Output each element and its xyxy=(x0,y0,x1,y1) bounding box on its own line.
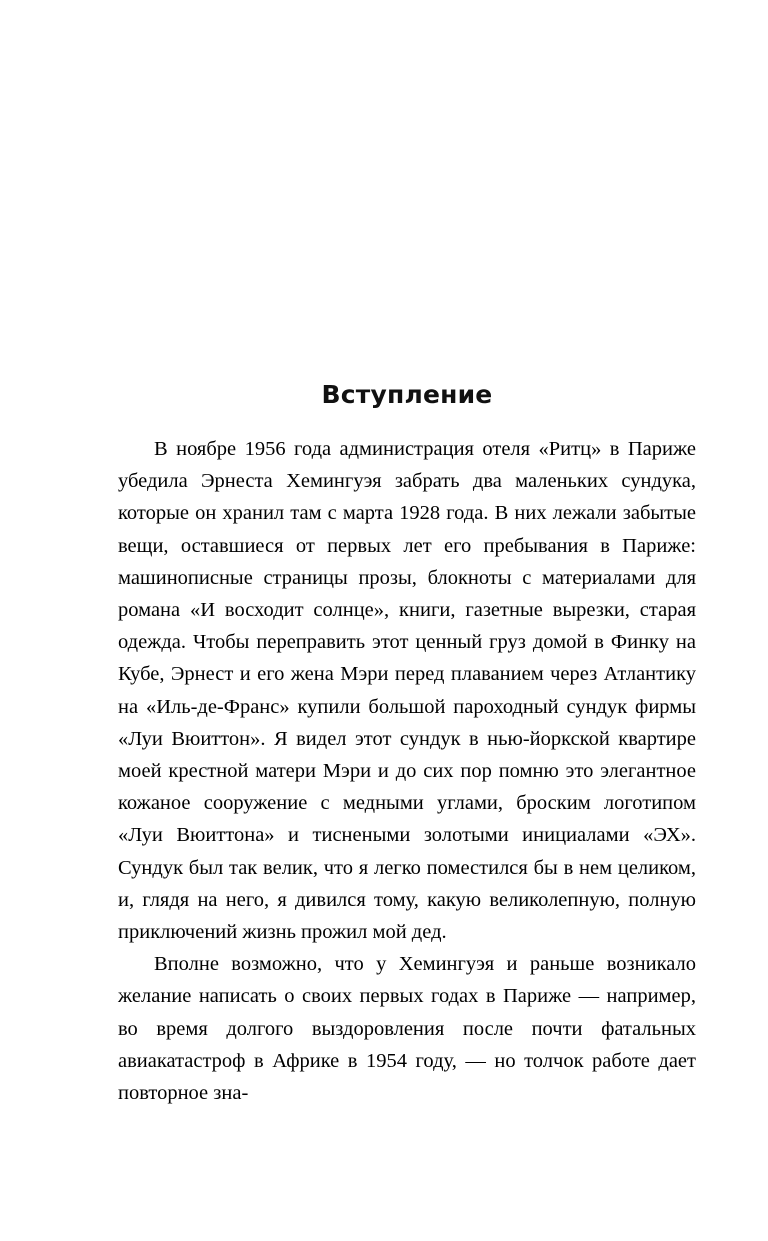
chapter-title: Вступление xyxy=(321,380,493,409)
paragraph: В ноябре 1956 года администрация отеля «Ритц» в Париже убедила Эрнеста Хемингуэя забрать два маленьких сундука, которые он хранил там с марта 1928 года. В них лежали забытые вещи, оставшиеся от первых лет его пребывания в Париже: машинописные страницы прозы, блокноты с материалами для романа «И восходит солнце», книги, газетные вырезки, старая одежда. Чтобы переправить этот ценный груз домой в Финку на Кубе, Эрнест и его жена Мэри перед плаванием через Атлантику на «Иль-де-Франс» купили большой пароходный сундук фирмы «Луи Вюиттон». Я видел этот сундук в нью-йоркской квартире моей крестной матери Мэри и до сих пор помню это элегантное кожаное сооружение с медными углами, броским логотипом «Луи Вюиттона» и тиснеными золотыми инициалами «ЭХ». Сундук был так велик, что я легко поместился бы в нем целиком, и, глядя на него, я дивился тому, какую великолепную, полную приключений жизнь прожил мой дед. xyxy=(118,438,696,944)
paragraph: Вполне возможно, что у Хемингуэя и раньше возникало желание написать о своих первых годах в Париже — например, во время долгого выздоровления после почти фатальных авиакатастроф в Африке в 1954 году, — но толчок работе дает повторное зна- xyxy=(118,953,696,1105)
page-content xyxy=(118,380,696,1109)
body-text xyxy=(118,433,696,1109)
